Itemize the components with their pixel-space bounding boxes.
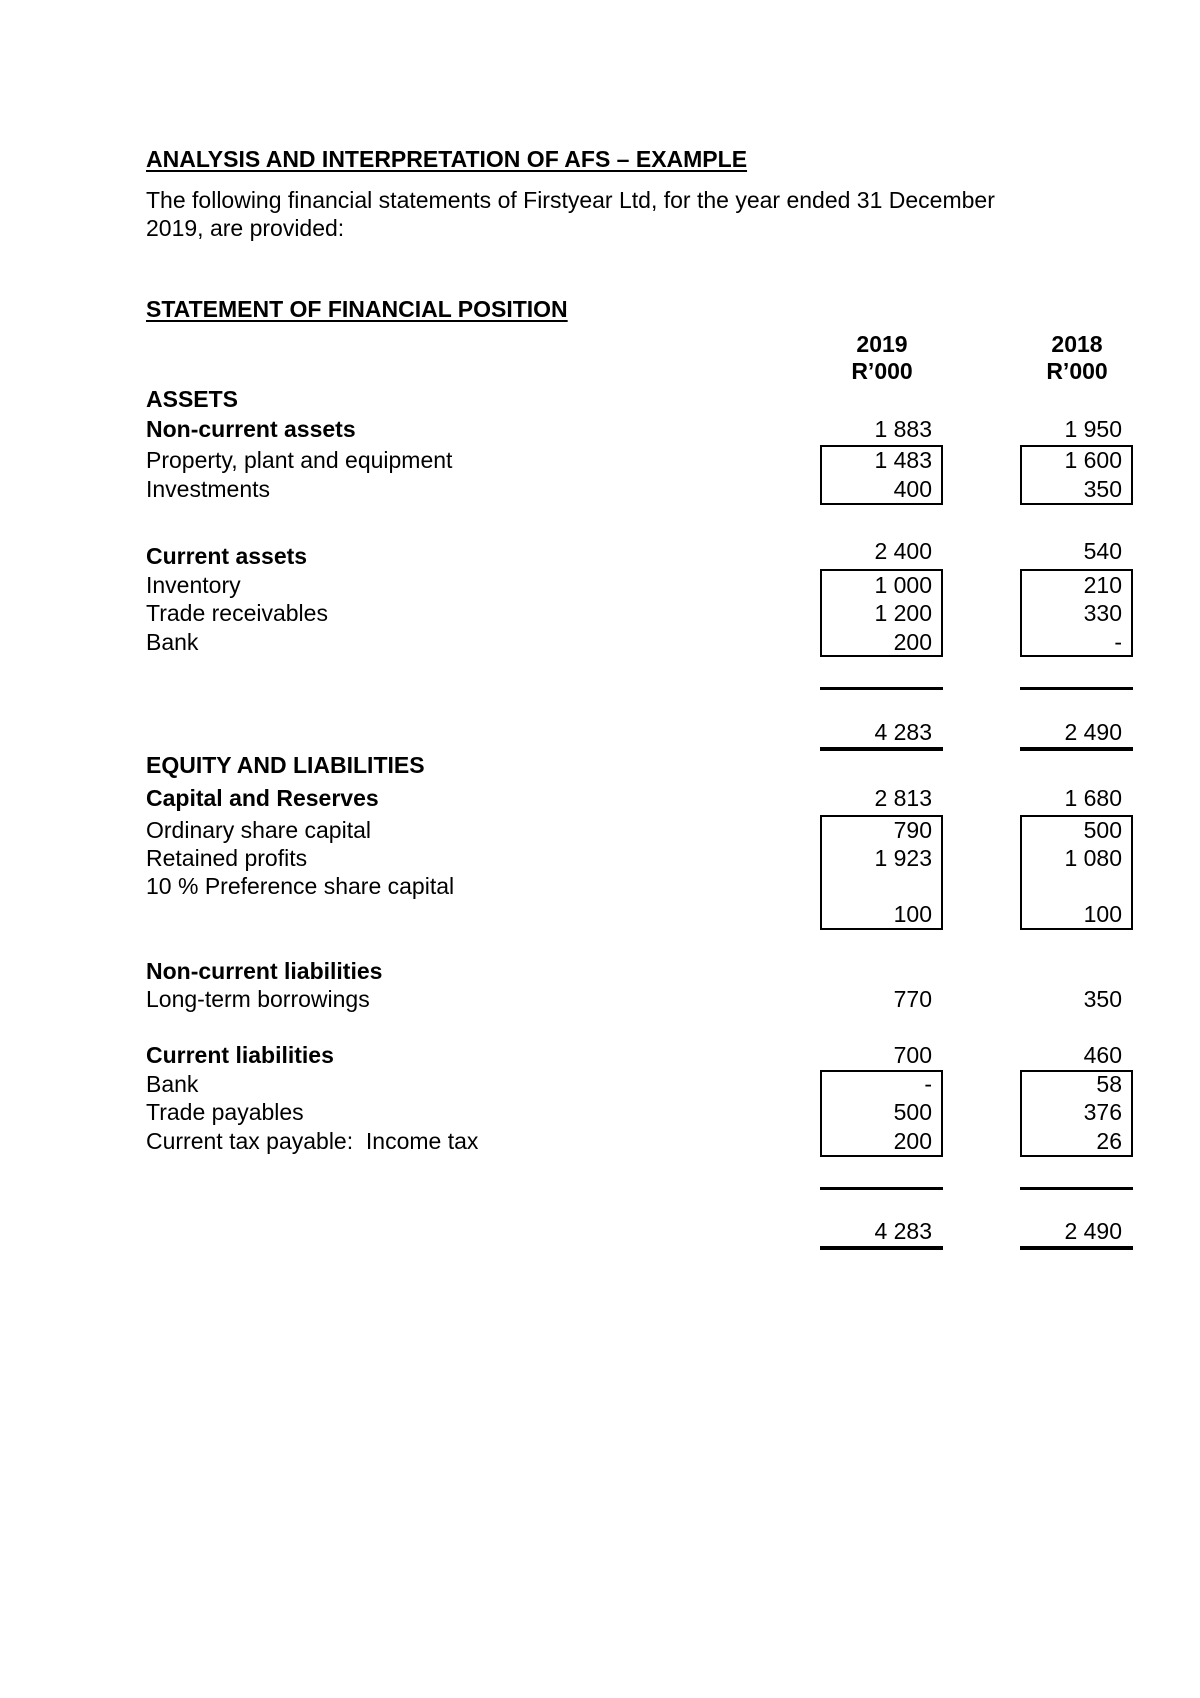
investments-label: Investments — [146, 476, 270, 502]
preference-share-capital-2019: 100 — [893, 901, 932, 927]
bank-liability-2019: - — [924, 1071, 932, 1097]
assets-subtotal-rule-2018 — [1020, 687, 1133, 690]
trade-receivables-2018: 330 — [1083, 600, 1122, 626]
bank-asset-label: Bank — [146, 629, 199, 655]
capital-reserves-label: Capital and Reserves — [146, 785, 379, 811]
total-equity-liabilities-2018: 2 490 — [1064, 1218, 1122, 1244]
column-unit-2019: R’000 — [851, 358, 913, 384]
liabilities-total-rule-2018 — [1020, 1246, 1133, 1250]
column-year-2018: 2018 — [1051, 331, 1103, 357]
investments-2019: 400 — [893, 476, 932, 502]
retained-profits-label: Retained profits — [146, 845, 308, 871]
bank-liability-label: Bank — [146, 1071, 199, 1097]
current-assets-total-2019: 2 400 — [874, 538, 932, 564]
liabilities-subtotal-rule-2018 — [1020, 1187, 1133, 1190]
income-tax-2019: 200 — [893, 1128, 932, 1154]
long-term-borrowings-2019: 770 — [893, 986, 932, 1012]
intro-text-line-2: 2019, are provided: — [146, 215, 345, 241]
preference-share-capital-2018: 100 — [1083, 901, 1122, 927]
assets-heading: ASSETS — [146, 386, 239, 412]
long-term-borrowings-label: Long-term borrowings — [146, 986, 370, 1012]
bank-liability-2018: 58 — [1096, 1071, 1122, 1097]
assets-total-rule-2018 — [1020, 747, 1133, 751]
current-liabilities-total-2019: 700 — [893, 1042, 932, 1068]
trade-payables-label: Trade payables — [146, 1099, 304, 1125]
preference-share-capital-label: 10 % Preference share capital — [146, 873, 455, 899]
trade-receivables-2019: 1 200 — [874, 600, 932, 626]
ppe-label: Property, plant and equipment — [146, 447, 453, 473]
inventory-label: Inventory — [146, 572, 241, 598]
column-unit-2018: R’000 — [1046, 358, 1108, 384]
bank-asset-2019: 200 — [893, 629, 932, 655]
trade-receivables-label: Trade receivables — [146, 600, 328, 626]
intro-text-line-1: The following financial statements of Firstyear Ltd, for the year ended 31 December — [146, 187, 995, 213]
inventory-2019: 1 000 — [874, 572, 932, 598]
total-equity-liabilities-2019: 4 283 — [874, 1218, 932, 1244]
statement-title: STATEMENT OF FINANCIAL POSITION — [146, 296, 568, 322]
inventory-2018: 210 — [1083, 572, 1122, 598]
current-liabilities-label: Current liabilities — [146, 1042, 334, 1068]
page-title: ANALYSIS AND INTERPRETATION OF AFS – EXAMPLE — [146, 146, 748, 172]
liabilities-subtotal-rule-2019 — [820, 1187, 943, 1190]
assets-subtotal-rule-2019 — [820, 687, 943, 690]
ppe-2019: 1 483 — [874, 447, 932, 473]
non-current-assets-total-2019: 1 883 — [874, 416, 932, 442]
non-current-liabilities-label: Non-current liabilities — [146, 958, 383, 984]
liabilities-total-rule-2019 — [820, 1246, 943, 1250]
retained-profits-2019: 1 923 — [874, 845, 932, 871]
non-current-assets-total-2018: 1 950 — [1064, 416, 1122, 442]
retained-profits-2018: 1 080 — [1064, 845, 1122, 871]
equity-liabilities-heading: EQUITY AND LIABILITIES — [146, 752, 425, 778]
ordinary-share-capital-2019: 790 — [893, 817, 932, 843]
current-assets-total-2018: 540 — [1083, 538, 1122, 564]
total-assets-2019: 4 283 — [874, 719, 932, 745]
capital-reserves-total-2019: 2 813 — [874, 785, 932, 811]
ordinary-share-capital-label: Ordinary share capital — [146, 817, 371, 843]
trade-payables-2018: 376 — [1083, 1099, 1122, 1125]
trade-payables-2019: 500 — [893, 1099, 932, 1125]
income-tax-label: Current tax payable: Income tax — [146, 1128, 479, 1154]
assets-total-rule-2019 — [820, 747, 943, 751]
current-liabilities-total-2018: 460 — [1083, 1042, 1122, 1068]
column-year-2019: 2019 — [856, 331, 908, 357]
ordinary-share-capital-2018: 500 — [1083, 817, 1122, 843]
total-assets-2018: 2 490 — [1064, 719, 1122, 745]
bank-asset-2018: - — [1114, 629, 1122, 655]
capital-reserves-total-2018: 1 680 — [1064, 785, 1122, 811]
non-current-assets-label: Non-current assets — [146, 416, 356, 442]
investments-2018: 350 — [1083, 476, 1122, 502]
ppe-2018: 1 600 — [1064, 447, 1122, 473]
income-tax-2018: 26 — [1096, 1128, 1122, 1154]
long-term-borrowings-2018: 350 — [1083, 986, 1122, 1012]
current-assets-label: Current assets — [146, 543, 308, 569]
